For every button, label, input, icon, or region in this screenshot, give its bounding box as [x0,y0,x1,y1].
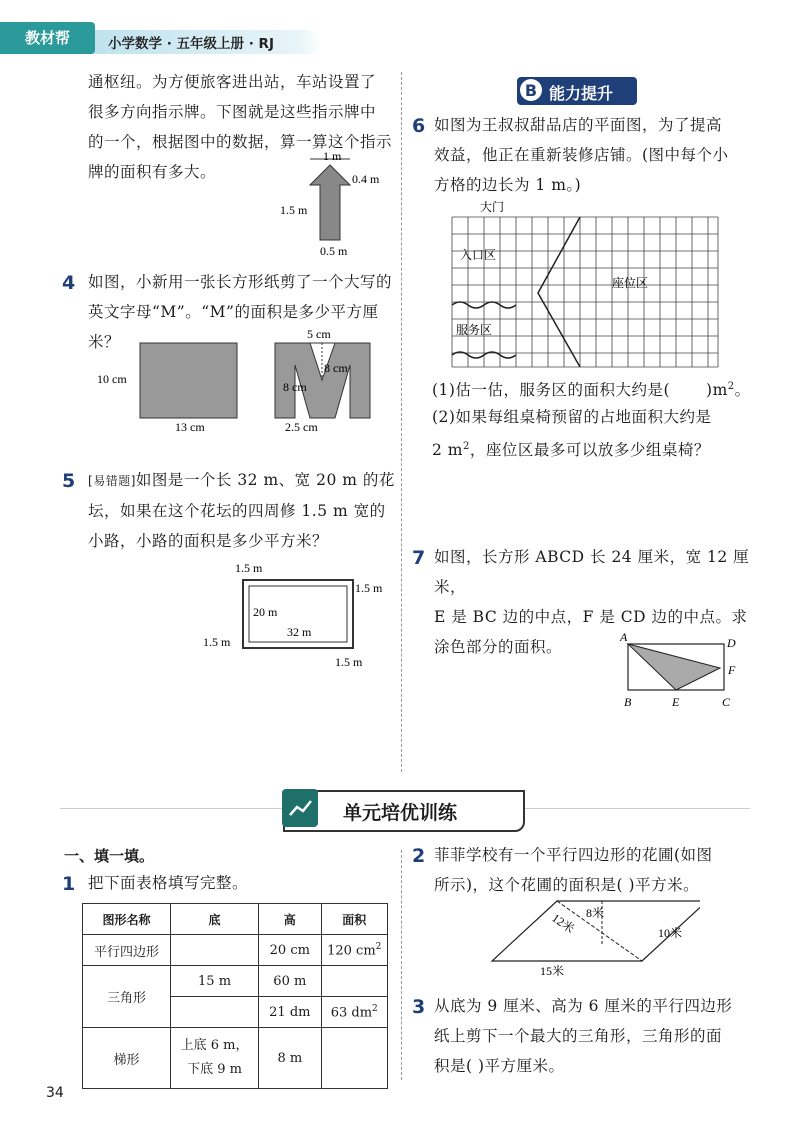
part1-q2-text: 菲菲学校有一个平行四边形的花圃(如图 所示)，这个花圃的面积是( )平方米。 [434,846,713,894]
q2-parallelogram-figure [480,895,700,980]
q2-label-base: 15米 [540,964,565,978]
cell-shape: 梯形 [83,1028,171,1089]
q5-text: [易错题]如图是一个长 32 m、宽 20 m 的花 坛，如果在这个花坛的四周修 1.5 m 宽的 小路，小路的面积是多少平方米？ [88,471,395,550]
cell-height: 20 cm [259,935,321,966]
cell-height: 21 dm [259,997,321,1028]
part1-q2-number: 2 [412,845,426,867]
point-c: C [722,695,731,709]
cell-area: 120 $cm^2$ [321,935,387,966]
q3-label-stem-w: 0.5 m [320,244,348,258]
q4-label-depth: 8 cm [324,361,348,375]
q3-arrow-figure [280,150,390,260]
q2-label-height: 8米 [586,906,605,920]
door-label: 大门 [480,200,505,214]
brand-tab: 教材帮 [0,22,95,54]
cell-area-blank[interactable] [321,1028,387,1089]
q4-label-rect-w: 13 cm [175,420,205,434]
q3-label-head: 0.4 m [352,172,380,186]
q4-figure [95,325,395,440]
service-label: 服务区 [456,323,493,337]
part1-q1-number: 1 [62,873,76,895]
q4-label-notch: 5 cm [307,327,331,341]
table-header-row [83,904,388,935]
q5-figure [195,560,385,670]
table-row [83,966,388,997]
cell-bases: 上底 6 m， 下底 9 m [170,1028,258,1089]
q5-label-right: 1.5 m [355,581,383,595]
q4-label-inner: 8 cm [283,380,307,394]
column-divider-bottom [401,850,402,1080]
shaded-region [628,644,720,690]
q5-tag: 易错题 [93,474,131,488]
q7-text: 如图，长方形 ABCD 长 24 厘米，宽 12 厘米， E 是 BC 边的中点，F 是 CD 边的中点。求 涂色部分的面积。 [434,548,750,656]
q5-label-w: 32 m [287,625,312,639]
cell-area: 63 $dm^2$ [321,997,387,1028]
q5-label-left: 1.5 m [203,635,231,649]
th-height: 高 [259,904,321,935]
section-b-title: 能力提升 [549,84,614,103]
q4-number: 4 [62,272,76,294]
point-e: E [672,695,680,709]
paper-rect [140,343,237,418]
part1-q1-text: 把下面表格填写完整。 [88,874,249,892]
column-divider-top [401,72,402,772]
table-row [83,1028,388,1089]
q6-sub1: (1)估一估，服务区的面积大约是( )$m^2$。 [432,381,751,400]
point-b: B [624,695,632,709]
unit-title: 单元培优训练 [343,802,458,824]
th-area: 面积 [321,904,387,935]
q5-label-bottom: 1.5 m [335,655,363,669]
section-b-banner [517,77,637,105]
q6-number: 6 [412,115,426,137]
q3-label-stem-h: 1.5 m [280,203,308,217]
q7-figure [612,628,742,713]
point-f: F [728,663,736,677]
cell-area-blank[interactable] [321,966,387,997]
th-base: 底 [170,904,258,935]
q5-label-top: 1.5 m [235,561,263,575]
q4-label-rect-h: 10 cm [97,372,127,386]
cell-shape: 三角形 [83,966,171,1028]
book-title: 小学数学 · 五年级上册 · RJ [108,36,274,52]
th-name: 图形名称 [83,904,171,935]
q6-floorplan [450,195,725,370]
q2-label-slant: 12米 [549,910,578,936]
cell-height: 60 m [259,966,321,997]
unit-icon [282,789,318,827]
q4-label-leg: 2.5 cm [285,420,318,434]
arrow-shape [310,165,350,240]
part1-heading: 一、填一填。 [64,847,155,865]
q3-label-top: 1 m [323,150,342,163]
cell-shape: 平行四边形 [83,935,171,966]
q3-text: 通枢纽。为方便旅客进出站，车站设置了 很多方向指示牌。下图就是这些指示牌中 的一个，根据图中的数据，算一算这个指示 牌的面积有多大。 [88,73,393,181]
point-a: A [620,630,628,644]
table-row [83,935,388,966]
section-b-badge: B [520,79,542,101]
cell-base-blank[interactable] [170,935,258,966]
fill-table [82,903,388,1089]
cell-base: 15 m [170,966,258,997]
q5-number: 5 [62,470,76,492]
seating-label: 座位区 [612,276,649,290]
cell-base-blank[interactable] [170,997,258,1028]
seating-boundary [538,217,580,367]
unit-banner [283,790,525,832]
q7-number: 7 [412,547,426,569]
page-number: 34 [46,1085,64,1101]
q6-text: 如图为王叔叔甜品店的平面图，为了提高 效益，他正在重新装修店铺。(图中每个小 方格的边长为 1 m。) [434,116,729,194]
q5-label-h: 20 m [253,605,278,619]
q6-sub2: (2)如果每组桌椅预留的占地面积大约是 2 $m^2$，座位区最多可以放多少组桌椅？ [432,408,712,460]
q2-label-side: 10米 [658,926,683,940]
part1-q3-number: 3 [412,996,426,1018]
entry-label: 入口区 [460,248,497,262]
part1-q3-text: 从底为 9 厘米、高为 6 厘米的平行四边形 纸上剪下一个最大的三角形，三角形的面 积是( )平方厘米。 [434,997,733,1075]
point-d: D [727,636,736,650]
q4-text: 如图，小新用一张长方形纸剪了一个大写的 英文字母“M”。“M”的面积是多少平方厘米？ [88,273,393,351]
cell-height: 8 m [259,1028,321,1089]
